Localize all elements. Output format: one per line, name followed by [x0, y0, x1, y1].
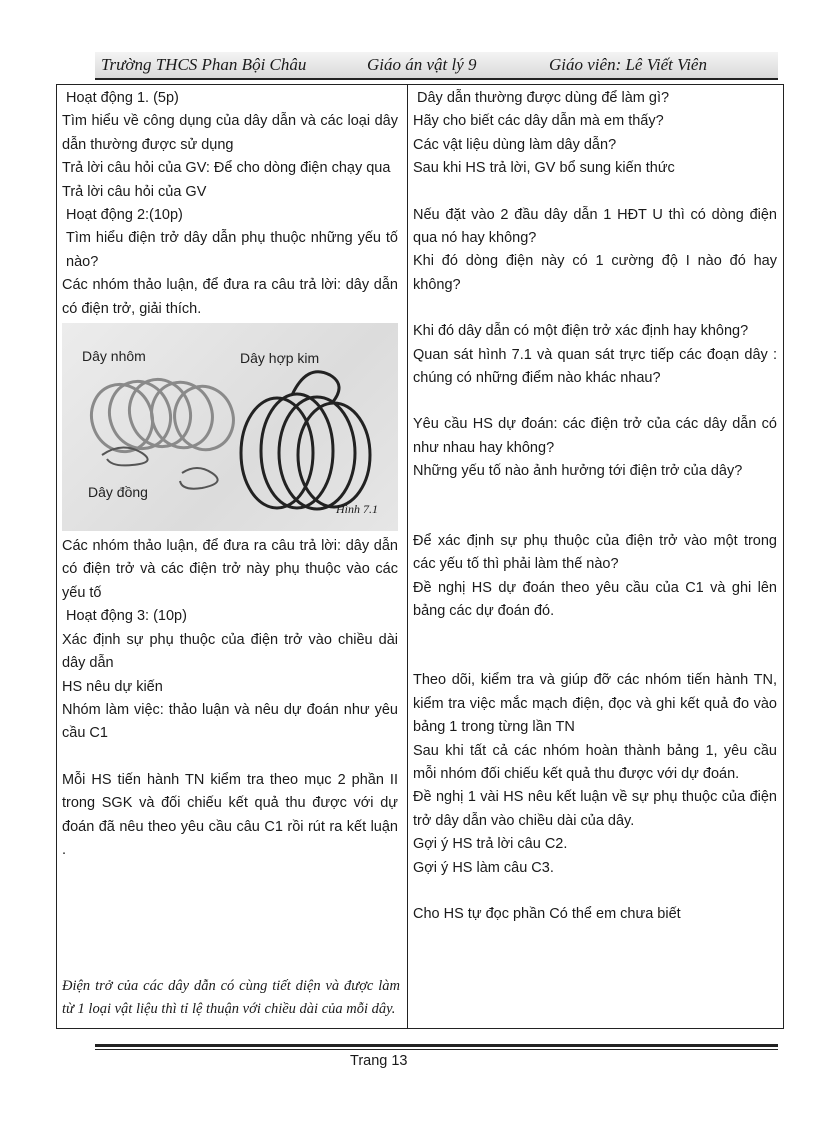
- teacher-activity-column: [413, 87, 777, 926]
- text-paragraph: Theo dõi, kiểm tra và giúp đỡ các nhóm tiến hành TN, kiểm tra việc mắc mạch điện, đọc và ghi kết quả đo vào bảng 1 trong từng lần TN: [413, 672, 777, 736]
- text-paragraph: Cho HS tự đọc phần Có thể em chưa biết: [413, 905, 681, 922]
- teacher-name: Giáo viên: Lê Viết Viên: [549, 55, 707, 74]
- text-paragraph: Các vật liệu dùng làm dây dẫn?: [413, 136, 617, 153]
- text-paragraph: Xác định sự phụ thuộc của điện trở vào chiều dài dây dẫn: [62, 631, 398, 672]
- text-paragraph: Tìm hiểu điện trở dây dẫn phụ thuộc những yếu tố nào?: [66, 230, 398, 270]
- text-paragraph: Yêu cầu HS dự đoán: các điện trở của các dây dẫn có như nhau hay không?: [413, 416, 777, 456]
- page-header: [95, 52, 778, 80]
- text-paragraph: Để xác định sự phụ thuộc của điện trở vào một trong các yếu tố thì phải làm thế nào?: [413, 532, 777, 573]
- text-paragraph: Các nhóm thảo luận, để đưa ra câu trả lời: dây dẫn có điện trở, giải thích.: [62, 277, 398, 317]
- wire-figure: [62, 323, 398, 531]
- text-paragraph: Trả lời câu hỏi của GV: Để cho dòng điện chạy qua: [62, 160, 391, 177]
- text-paragraph: Trả lời câu hỏi của GV: [62, 183, 207, 200]
- column-divider: [407, 85, 408, 1028]
- activity-heading: Hoạt động 2:(10p): [66, 207, 183, 224]
- figure-caption: Hình 7.1: [336, 501, 378, 516]
- text-paragraph: Các nhóm thảo luận, để đưa ra câu trả lời: dây dẫn có điện trở và các điện trở này phụ thuộc vào các yếu tố: [62, 538, 398, 601]
- text-paragraph: Dây dẫn thường được dùng để làm gì?: [417, 90, 670, 106]
- label-alloy-wire: Dây hợp kim: [240, 350, 320, 367]
- text-paragraph: Đề nghị 1 vài HS nêu kết luận về sự phụ thuộc của điện trở dây dẫn vào chiều dài của dây.: [413, 789, 777, 829]
- text-paragraph: Sau khi tất cả các nhóm hoàn thành bảng 1, yêu cầu mỗi nhóm đối chiếu kết quả thu được với dự đoán.: [413, 742, 777, 782]
- label-copper-wire: Dây đồng: [88, 484, 148, 501]
- lesson-table: [56, 84, 784, 1029]
- text-paragraph: Khi đó dòng điện này có 1 cường độ I nào đó hay không?: [413, 253, 777, 293]
- label-aluminum-wire: Dây nhôm: [82, 348, 146, 365]
- text-paragraph: Quan sát hình 7.1 và quan sát trực tiếp các đoạn dây : chúng có những điểm nào khác nhau?: [413, 346, 777, 387]
- conclusion-text: Điện trở của các dây dẫn có cùng tiết diện và được làm từ 1 loại vật liệu thì tỉ lệ thuận với chiều dài của mỗi dây.: [62, 977, 400, 1017]
- text-paragraph: HS nêu dự kiến: [62, 678, 163, 695]
- student-activity-column: [62, 87, 398, 862]
- text-paragraph: Mỗi HS tiến hành TN kiểm tra theo mục 2 phần II trong SGK và đối chiếu kết quả thu được với dự đoán đã nêu theo yêu cầu câu C1 rồi rút ra kết luận .: [62, 771, 398, 858]
- text-paragraph: Gợi ý HS làm câu C3.: [413, 859, 554, 876]
- activity-heading: Hoạt động 3: (10p): [66, 608, 187, 625]
- text-paragraph: Gợi ý HS trả lời câu C2.: [413, 836, 568, 853]
- footer-rule: [95, 1044, 778, 1047]
- page-number: Trang 13: [350, 1053, 408, 1069]
- school-name: Trường THCS Phan Bội Châu: [101, 55, 307, 74]
- text-paragraph: Nhóm làm việc: thảo luận và nêu dự đoán như yêu cầu C1: [62, 701, 398, 742]
- text-paragraph: Nếu đặt vào 2 đầu dây dẫn 1 HĐT U thì có dòng điện qua nó hay không?: [413, 206, 777, 247]
- text-paragraph: Đề nghị HS dự đoán theo yêu cầu của C1 và ghi lên bảng các dự đoán đó.: [413, 579, 777, 619]
- subject-title: Giáo án vật lý 9: [367, 55, 477, 74]
- text-paragraph: Tìm hiểu về công dụng của dây dẫn và các loại dây dẫn thường được sử dụng: [62, 113, 398, 153]
- activity-heading: Hoạt động 1. (5p): [66, 90, 179, 106]
- text-paragraph: Sau khi HS trả lời, GV bổ sung kiến thức: [413, 160, 675, 177]
- footer-rule: [95, 1049, 778, 1050]
- text-paragraph: Hãy cho biết các dây dẫn mà em thấy?: [413, 113, 664, 130]
- text-paragraph: Khi đó dây dẫn có một điện trở xác định hay không?: [413, 323, 749, 340]
- text-paragraph: Những yếu tố nào ảnh hưởng tới điện trở của dây?: [413, 463, 743, 480]
